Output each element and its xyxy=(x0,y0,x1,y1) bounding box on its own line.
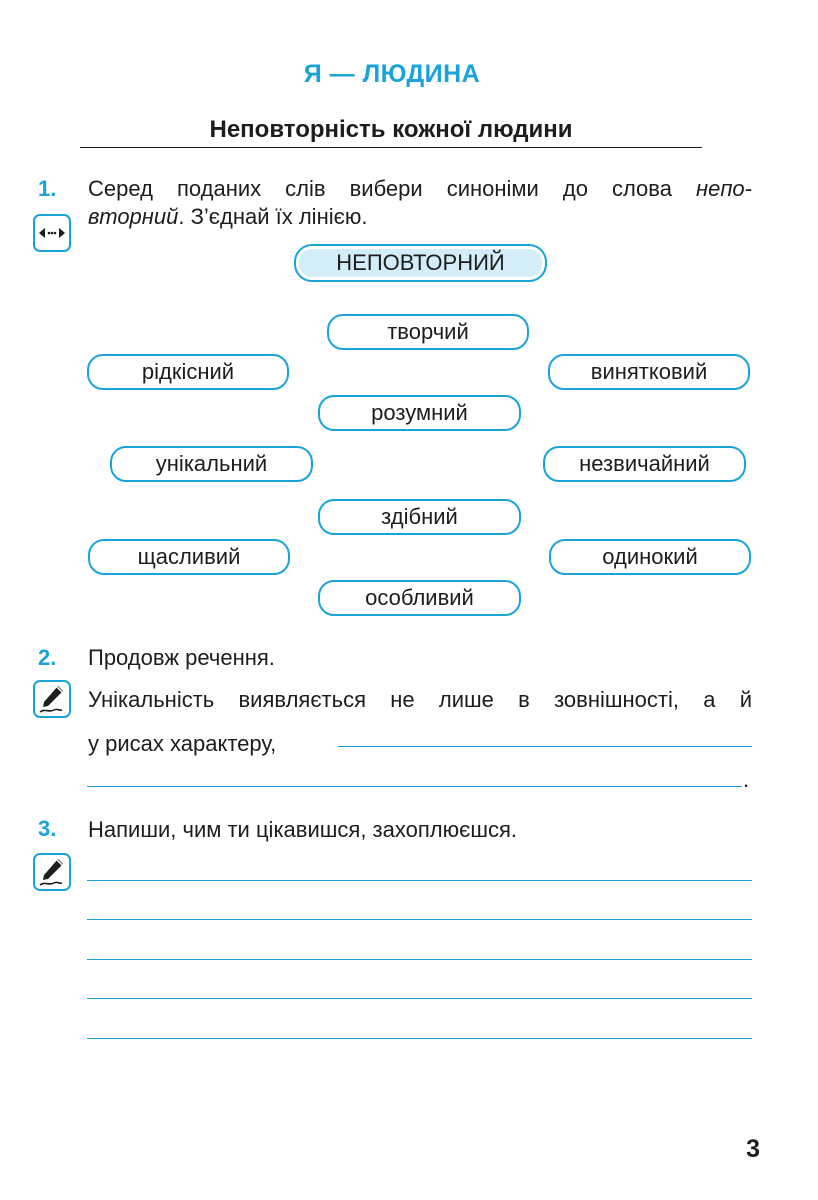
task-2-sentence-line1: Унікальність виявляється не лише в зовнішності, а й xyxy=(88,687,752,712)
answer-line[interactable] xyxy=(87,919,752,920)
task-2-number: 2. xyxy=(38,645,57,670)
task-2-sentence-line2: у рисах характеру, xyxy=(88,731,277,756)
page-title: Неповторність кожної людини xyxy=(209,116,573,143)
word-nezvychainyi[interactable]: незвичайний xyxy=(543,446,746,482)
sentence-end-period: . xyxy=(743,767,750,792)
connect-arrows-icon xyxy=(33,214,71,252)
task-1-number: 1. xyxy=(38,176,57,201)
task-3-number: 3. xyxy=(38,816,57,841)
word-ridkisnyi[interactable]: рідкісний xyxy=(87,354,289,390)
task-1-keyword-part2: вторний xyxy=(88,204,179,229)
answer-line[interactable] xyxy=(87,998,752,999)
section-title: Я — ЛЮДИНА xyxy=(303,60,481,88)
word-zdibnyi[interactable]: здібний xyxy=(318,499,521,535)
task-1-instruction-text: Серед поданих слів вибери синоніми до слова xyxy=(88,176,696,201)
word-vyniatkovyi[interactable]: винятковий xyxy=(548,354,750,390)
title-underline xyxy=(80,147,702,148)
word-odynokyi[interactable]: одинокий xyxy=(549,539,751,575)
word-osoblyvyi[interactable]: особливий xyxy=(318,580,521,616)
task-1-instruction-end: . З’єднай їх лінією. xyxy=(178,204,368,229)
answer-line[interactable] xyxy=(87,1038,752,1039)
answer-line[interactable] xyxy=(87,880,752,881)
answer-line[interactable] xyxy=(338,746,752,747)
word-tvorchyi[interactable]: творчий xyxy=(327,314,529,350)
task-3-instruction: Напиши, чим ти цікавишся, захоплюєшся. xyxy=(88,817,518,842)
pen-writing-icon xyxy=(33,853,71,891)
word-shchaslyvyi[interactable]: щасливий xyxy=(88,539,290,575)
word-rozumnyi[interactable]: розумний xyxy=(318,395,521,431)
answer-line[interactable] xyxy=(87,959,752,960)
word-unikalnyi[interactable]: унікальний xyxy=(110,446,313,482)
pen-writing-icon xyxy=(33,680,71,718)
main-word-pill: НЕПОВТОРНИЙ xyxy=(294,244,547,282)
task-1-instruction-line2 xyxy=(88,201,367,233)
page-number: 3 xyxy=(746,1135,760,1163)
answer-line[interactable] xyxy=(87,786,742,787)
task-2-instruction: Продовж речення. xyxy=(88,645,275,670)
task-1-keyword-part1: непо- xyxy=(695,176,752,201)
